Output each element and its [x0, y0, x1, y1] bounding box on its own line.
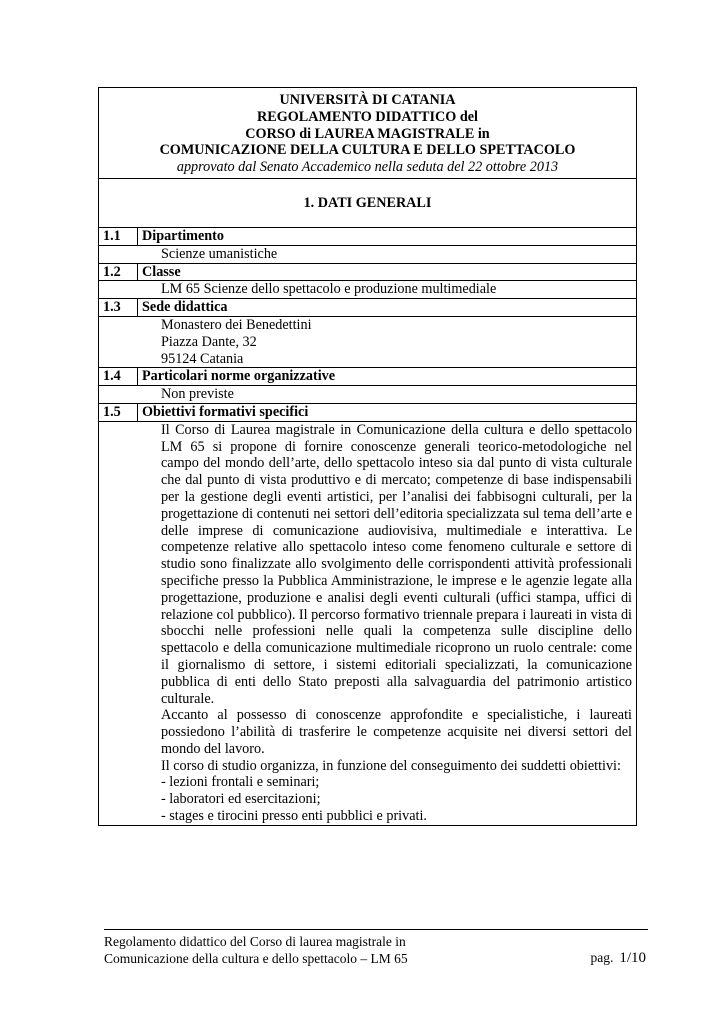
list-item: - laboratori ed esercitazioni;	[161, 791, 321, 808]
item-label-classe: Classe	[138, 263, 637, 281]
footer-line: Comunicazione della cultura e dello spettacolo – LM 65	[104, 951, 408, 966]
program-title: COMUNICAZIONE DELLA CULTURA E DELLO SPETTACOLO	[159, 142, 576, 159]
objectives-body	[99, 421, 637, 825]
list-item: - stages e tirocini presso enti pubblici e privati.	[161, 808, 427, 825]
value-row-1-2	[99, 281, 637, 299]
item-number: 1.1	[99, 227, 138, 245]
address-line: 95124 Catania	[161, 350, 244, 367]
item-number: 1.4	[99, 368, 138, 386]
value-row-1-4	[99, 386, 637, 404]
value-row-1-5	[99, 421, 637, 825]
item-label-sede: Sede didattica	[138, 299, 637, 317]
regulation-title: REGOLAMENTO DIDATTICO del	[257, 108, 478, 125]
item-row-1-5	[99, 403, 637, 421]
objectives-paragraph: Il corso di studio organizza, in funzione del conseguimento dei suddetti obiettivi:	[161, 757, 621, 774]
class-value: LM 65 Scienze dello spettacolo e produzione multimediale	[161, 281, 497, 298]
header-row	[99, 88, 637, 179]
section-row	[99, 178, 637, 227]
approval-note: approvato dal Senato Accademico nella seduta del 22 ottobre 2013	[176, 159, 559, 176]
item-row-1-2	[99, 263, 637, 281]
page-indicator	[590, 949, 646, 967]
university-name: UNIVERSITÀ DI CATANIA	[279, 92, 456, 108]
footer-line: Regolamento didattico del Corso di laurea magistrale in	[104, 934, 406, 949]
item-row-1-4	[99, 368, 637, 386]
value-row-1-3	[99, 316, 637, 367]
section-title: 1. DATI GENERALI	[99, 178, 637, 227]
list-item: - lezioni frontali e seminari;	[161, 774, 320, 791]
page-footer	[104, 929, 648, 967]
regulation-table	[98, 87, 637, 826]
item-label-obiettivi: Obiettivi formativi specifici	[138, 403, 637, 421]
objectives-paragraph: Il Corso di Laurea magistrale in Comunicazione della cultura e dello spettacolo LM 65 si propone di fornire conoscenze generali teorico-metodologiche nel campo del mondo dell’arte, dello spettacolo inteso sia dal punto di vista culturale che dal punto di vista produttivo e di mercato; competenze di base indispensabili per la gestione degli eventi artistici, per l’analisi dei fabbisogni culturali, per la progettazione di contenuti nei settori dell’editoria specializzata sul tema dell’arte e delle imprese di comunicazione audiovisiva, multimediale e interattiva. Le competenze relative allo spettacolo inteso come fenomeno culturale e settore di studio sono finalizzate allo svolgimento delle corrispondenti attività professionali specifiche presso la Pubblica Amministrazione, le imprese e le agenzie legate alla progettazione, produzione e analisi degli eventi culturali (uffici stampa, uffici di relazione col pubblico). Il percorso formativo triennale prepara i laureati in vista di sbocchi nelle professioni nelle quali la competenza sulle discipline dello spettacolo e della comunicazione multimediale ricoprono un ruolo centrale: come il giornalismo di settore, i sistemi editoriali specializzati, la comunicazione pubblica di enti dello Stato preposti alla salvaguardia del patrimonio artistico culturale.	[161, 421, 632, 707]
address-line: Piazza Dante, 32	[161, 333, 257, 350]
value-row-1-1	[99, 245, 637, 263]
item-number: 1.5	[99, 403, 138, 421]
item-label-norme: Particolari norme organizzative	[138, 368, 637, 386]
footer-title	[104, 933, 648, 967]
address-line: Monastero dei Benedettini	[161, 316, 312, 333]
page-label: pag.	[590, 950, 614, 965]
item-row-1-3	[99, 299, 637, 317]
objectives-paragraph: Accanto al possesso di conoscenze approfondite e specialistiche, i laureati possiedono l’abilità di trasferire le competenze acquisite nei diversi settori del mondo del lavoro.	[161, 707, 632, 757]
item-number: 1.2	[99, 263, 138, 281]
item-row-1-1	[99, 227, 637, 245]
course-title: CORSO di LAUREA MAGISTRALE in	[245, 125, 490, 142]
norms-value: Non previste	[161, 386, 234, 403]
department-value: Scienze umanistiche	[161, 245, 278, 262]
item-number: 1.3	[99, 299, 138, 317]
page-number: 1/10	[619, 950, 646, 966]
document-header	[99, 88, 637, 179]
item-label-dipartimento: Dipartimento	[138, 227, 637, 245]
